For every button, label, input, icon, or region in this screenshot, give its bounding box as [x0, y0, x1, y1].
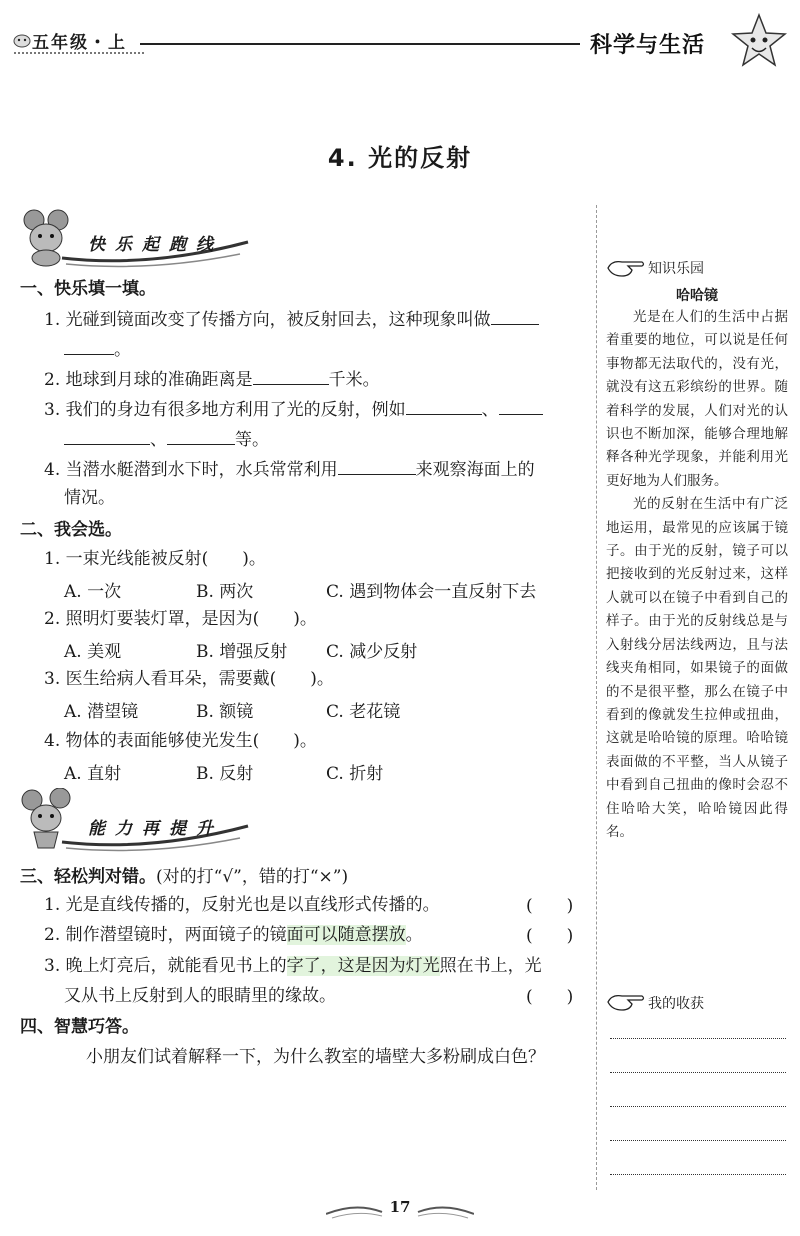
s1-q1-end: 。 — [114, 340, 131, 360]
page-number: 17 — [389, 1198, 411, 1216]
s1-q3-text: 3. 我们的身边有很多地方利用了光的反射，例如 — [44, 400, 406, 420]
article-title: 哈哈镜 — [676, 288, 718, 304]
s1-question-1-cont — [64, 334, 131, 364]
s1-q1-text: 1. 光碰到镜面改变了传播方向，被反射回去，这种现象叫做 — [44, 310, 491, 330]
s3-q3-answer[interactable]: ( ) — [526, 987, 574, 1007]
s2-q2-stem: 2. 照明灯要装灯罩，是因为( )。 — [44, 609, 317, 629]
s3-q2-pre: 2. 制作潜望镜时，两面镜子的镜 — [44, 925, 287, 945]
s2-q3-option-c[interactable]: C. 老花镜 — [326, 702, 401, 722]
s3-q1-text: 1. 光是直线传播的，反射光也是以直线形式传播的。 — [44, 895, 440, 915]
s3-q2-text — [44, 921, 423, 949]
s2-q1-option-c[interactable]: C. 遇到物体会一直反射下去 — [326, 582, 537, 602]
s1-q3-blank-2[interactable] — [499, 394, 543, 415]
s1-q3-blank-3[interactable] — [64, 424, 150, 445]
section1-heading: 一、快乐填一填。 — [20, 279, 156, 299]
s2-q4-stem: 4. 物体的表面能够使光发生( )。 — [44, 731, 317, 751]
s2-q2-option-a[interactable]: A. 美观 — [64, 642, 122, 662]
article-body — [606, 306, 788, 844]
s3-q1-answer[interactable]: ( ) — [526, 896, 574, 916]
s3-q3-text — [44, 952, 542, 980]
s2-q2-option-c[interactable]: C. 减少反射 — [326, 642, 418, 662]
s2-q2-option-b[interactable]: B. 增强反射 — [196, 642, 288, 662]
s1-q3-sep-2: 、 — [150, 430, 167, 450]
knowledge-corner-label: 知识乐园 — [648, 261, 704, 277]
s1-q3-blank-4[interactable] — [167, 424, 235, 445]
harvest-line-2[interactable] — [610, 1072, 786, 1073]
column-divider — [596, 205, 597, 1190]
s1-q2-unit: 千米。 — [328, 370, 380, 390]
harvest-line-1[interactable] — [610, 1038, 786, 1039]
s1-q2-blank[interactable] — [253, 364, 329, 385]
s2-q1-option-a[interactable]: A. 一次 — [64, 582, 122, 602]
s2-q4-option-b[interactable]: B. 反射 — [196, 764, 254, 784]
section2-heading: 二、我会选。 — [20, 520, 122, 540]
article-paragraph-1: 光是在人们的生活中占据着重要的地位，可以说是任何事物都无法取代的，没有光，就没有这五彩缤纷的世界。随着科学的发展，人们对光的认识也不断加深，能够合理地解释各种光学现象，并能利用光更好地为人们服务。 — [606, 309, 788, 489]
grade-label: 五年级・上 — [32, 33, 127, 53]
s3-q3-line2: 又从书上反射到人的眼睛里的缘故。 — [64, 986, 336, 1006]
s3-q2-answer[interactable]: ( ) — [526, 926, 574, 946]
s1-q4-cont: 情况。 — [64, 488, 115, 508]
section3-heading-row — [20, 862, 348, 887]
pointing-hand-icon — [606, 256, 646, 280]
header-rule — [140, 43, 580, 45]
s1-question-2 — [44, 364, 380, 394]
harvest-line-5[interactable] — [610, 1174, 786, 1175]
s1-q4-text-b: 来观察海面上的 — [415, 460, 535, 480]
section3-note: (对的打“√”，错的打“×”) — [156, 867, 349, 887]
harvest-line-3[interactable] — [610, 1106, 786, 1107]
small-mascot-icon — [12, 30, 32, 48]
my-harvest-label: 我的收获 — [648, 996, 704, 1012]
s1-q3-blank-1[interactable] — [406, 394, 482, 415]
s1-q4-text: 4. 当潜水艇潜到水下时，水兵常常利用 — [44, 460, 338, 480]
s1-question-4 — [44, 454, 535, 484]
s3-q2-post: 。 — [405, 925, 423, 945]
pointing-hand-icon — [606, 990, 646, 1014]
s3-q3-highlight: 字了，这是因为灯光 — [286, 956, 440, 976]
s4-question: 小朋友们试着解释一下，为什么教室的墙壁大多粉刷成白色？ — [86, 1047, 545, 1067]
s2-q4-option-a[interactable]: A. 直射 — [64, 764, 122, 784]
header-dots — [14, 52, 144, 54]
lesson-title: 4. 光的反射 — [327, 144, 473, 172]
s1-q1-blank-b[interactable] — [64, 334, 114, 355]
star-mascot-icon — [730, 12, 788, 70]
s1-q4-blank[interactable] — [338, 454, 416, 475]
s1-q3-sep-1: 、 — [481, 400, 499, 420]
s1-q3-end: 等。 — [235, 430, 269, 450]
s1-question-3 — [44, 394, 543, 424]
s2-q3-stem: 3. 医生给病人看耳朵，需要戴( )。 — [44, 669, 334, 689]
banner-happy-start: 快乐起跑线 — [88, 235, 223, 255]
s1-question-1 — [44, 304, 539, 334]
s2-q4-option-c[interactable]: C. 折射 — [326, 764, 384, 784]
s1-q2-text: 2. 地球到月球的准确距离是 — [44, 370, 253, 390]
harvest-line-4[interactable] — [610, 1140, 786, 1141]
banner-skill-up: 能力再提升 — [88, 819, 223, 839]
section4-heading: 四、智慧巧答。 — [20, 1017, 139, 1037]
s3-q2-highlight: 面可以随意摆放 — [286, 925, 406, 945]
s3-q3-pre: 3. 晚上灯亮后，就能看见书上的 — [44, 956, 287, 976]
s2-q3-option-b[interactable]: B. 额镜 — [196, 702, 254, 722]
series-title: 科学与生活 — [590, 33, 706, 58]
s2-q1-option-b[interactable]: B. 两次 — [196, 582, 254, 602]
s1-question-3-cont — [64, 424, 269, 454]
s1-q1-blank-a[interactable] — [491, 304, 539, 325]
s2-q3-option-a[interactable]: A. 潜望镜 — [64, 702, 139, 722]
article-paragraph-2: 光的反射在生活中有广泛地运用，最常见的应该属于镜子。由于光的反射，镜子可以把接收到的光反射过来，这样人就可以在镜子中看到自己的样子。由于光的反射线总是与入射线分居法线两边，且与法线夹角相同，如果镜子的面做的不是很平整，那么在镜子中看到的像就发生拉伸或扭曲，这就是哈哈镜的原理。哈哈镜表面做的不平整，当人从镜子中看到自己扭曲的像时会忍不住哈哈大笑，哈哈镜因此得名。 — [606, 496, 788, 840]
s3-q3-post: 照在书上，光 — [439, 956, 542, 976]
s2-q1-stem: 1. 一束光线能被反射( )。 — [44, 549, 266, 569]
section3-heading: 三、轻松判对错。 — [20, 867, 156, 887]
